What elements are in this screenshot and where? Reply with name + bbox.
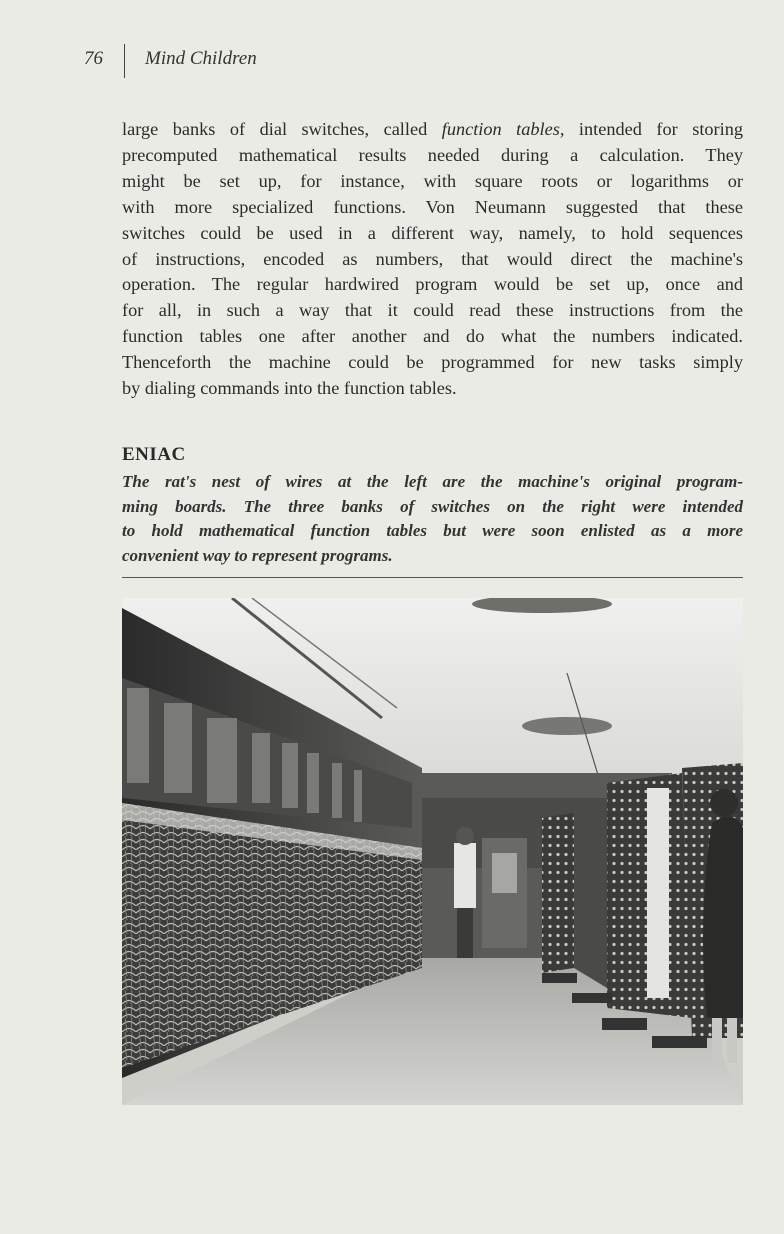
page-header	[0, 48, 784, 78]
caption-line: convenient way to represent programs.	[122, 545, 393, 565]
caption-line: to hold mathematical function tables but were soon enlisted as a more	[122, 521, 743, 540]
caption-line: The rat's nest of wires at the left are the machine's original program-	[122, 472, 743, 491]
body-emphasis: function tables,	[441, 119, 565, 139]
body-line: operation. The regular hardwired program would be set up, once and	[122, 274, 743, 295]
body-line: large banks of dial switches, called function tables, intended for storing	[122, 119, 743, 139]
body-line: Thenceforth the machine could be programmed for new tasks simply	[122, 352, 743, 373]
body-line: for all, in such a way that it could read these instructions from the	[122, 300, 743, 321]
caption-divider	[122, 577, 743, 578]
caption-line: ming boards. The three banks of switches on the right were intended	[122, 496, 743, 516]
body-line: might be set up, for instance, with square roots or logarithms or	[122, 170, 743, 191]
page-number: 76	[84, 48, 103, 69]
body-line: by dialing commands into the function tables.	[122, 378, 457, 399]
body-line: function tables one after another and do what the numbers indicated.	[122, 326, 743, 347]
body-paragraph	[122, 117, 743, 402]
body-line: switches could be used in a different way, namely, to hold sequences	[122, 222, 743, 243]
header-divider	[124, 44, 125, 78]
figure-caption	[122, 470, 743, 568]
body-line: of instructions, encoded as numbers, that would direct the machine's	[122, 248, 743, 269]
running-head: Mind Children	[145, 48, 257, 69]
body-line: precomputed mathematical results needed during a calculation. They	[122, 144, 743, 165]
figure-title: ENIAC	[122, 444, 186, 465]
body-line: with more specialized functions. Von Neumann suggested that these	[122, 196, 743, 217]
eniac-photograph	[122, 598, 743, 1105]
